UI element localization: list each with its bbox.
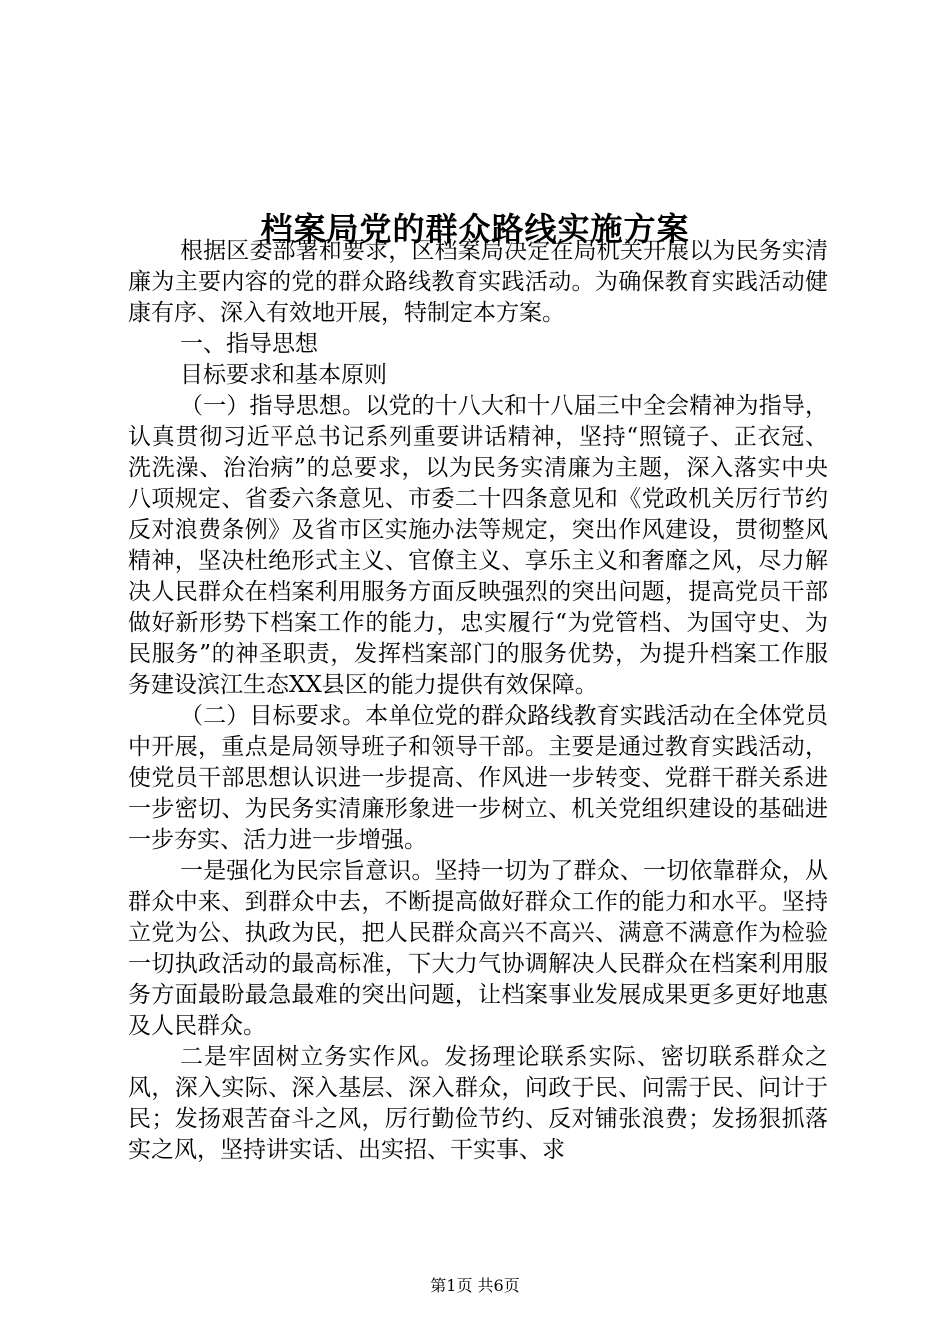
- page-number-footer: 第1页 共6页: [430, 1276, 520, 1295]
- paragraph-point-two: 二是牢固树立务实作风。发扬理论联系实际、密切联系群众之风，深入实际、深入基层、深入群众，问政于民、问需于民、问计于民；发扬艰苦奋斗之风，厉行勤俭节约、反对铺张浪费；发扬狠抓落实之风，坚持讲实话、出实招、干实事、求: [128, 1044, 828, 1163]
- paragraph-point-one: 一是强化为民宗旨意识。坚持一切为了群众、一切依靠群众，从群众中来、到群众中去，不断提高做好群众工作的能力和水平。坚持立党为公、执政为民，把人民群众高兴不高兴、满意不满意作为检验一切执政活动的最高标准，下大力气协调解决人民群众在档案利用服务方面最盼最急最难的突出问题，让档案事业发展成果更多更好地惠及人民群众。: [128, 858, 828, 1039]
- document-body: [128, 236, 828, 1166]
- paragraph-intro: 根据区委部署和要求，区档案局决定在局机关开展以为民务实清廉为主要内容的党的群众路线教育实践活动。为确保教育实践活动健康有序、深入有效地开展，特制定本方案。: [128, 238, 828, 326]
- document-title: 档案局党的群众路线实施方案: [260, 210, 690, 249]
- paragraph-goals: （二）目标要求。本单位党的群众路线教育实践活动在全体党员中开展，重点是局领导班子和领导干部。主要是通过教育实践活动，使党员干部思想认识进一步提高、作风进一步转变、党群干群关系进一步密切、为民务实清廉形象进一步树立、机关党组织建设的基础进一步夯实、活力进一步增强。: [128, 703, 828, 853]
- paragraph-guiding-ideology: （一）指导思想。以党的十八大和十八届三中全会精神为指导，认真贯彻习近平总书记系列重要讲话精神，坚持“照镜子、正衣冠、洗洗澡、治治病”的总要求，以为民务实清廉为主题，深入落实中央八项规定、省委六条意见、市委二十四条意见和《党政机关厉行节约反对浪费条例》及省市区实施办法等规定，突出作风建设，贯彻整风精神，坚决杜绝形式主义、官僚主义、享乐主义和奢靡之风，尽力解决人民群众在档案利用服务方面反映强烈的突出问题，提高党员干部做好新形势下档案工作的能力，忠实履行“为党管档、为国守史、为民服务”的神圣职责，发挥档案部门的服务优势，为提升档案工作服务建设滨江生态XX县区的能力提供有效保障。: [128, 393, 828, 698]
- section-subheading-goals: 目标要求和基本原则: [180, 362, 387, 388]
- section-heading-guiding-ideology: 一、指导思想: [180, 331, 318, 357]
